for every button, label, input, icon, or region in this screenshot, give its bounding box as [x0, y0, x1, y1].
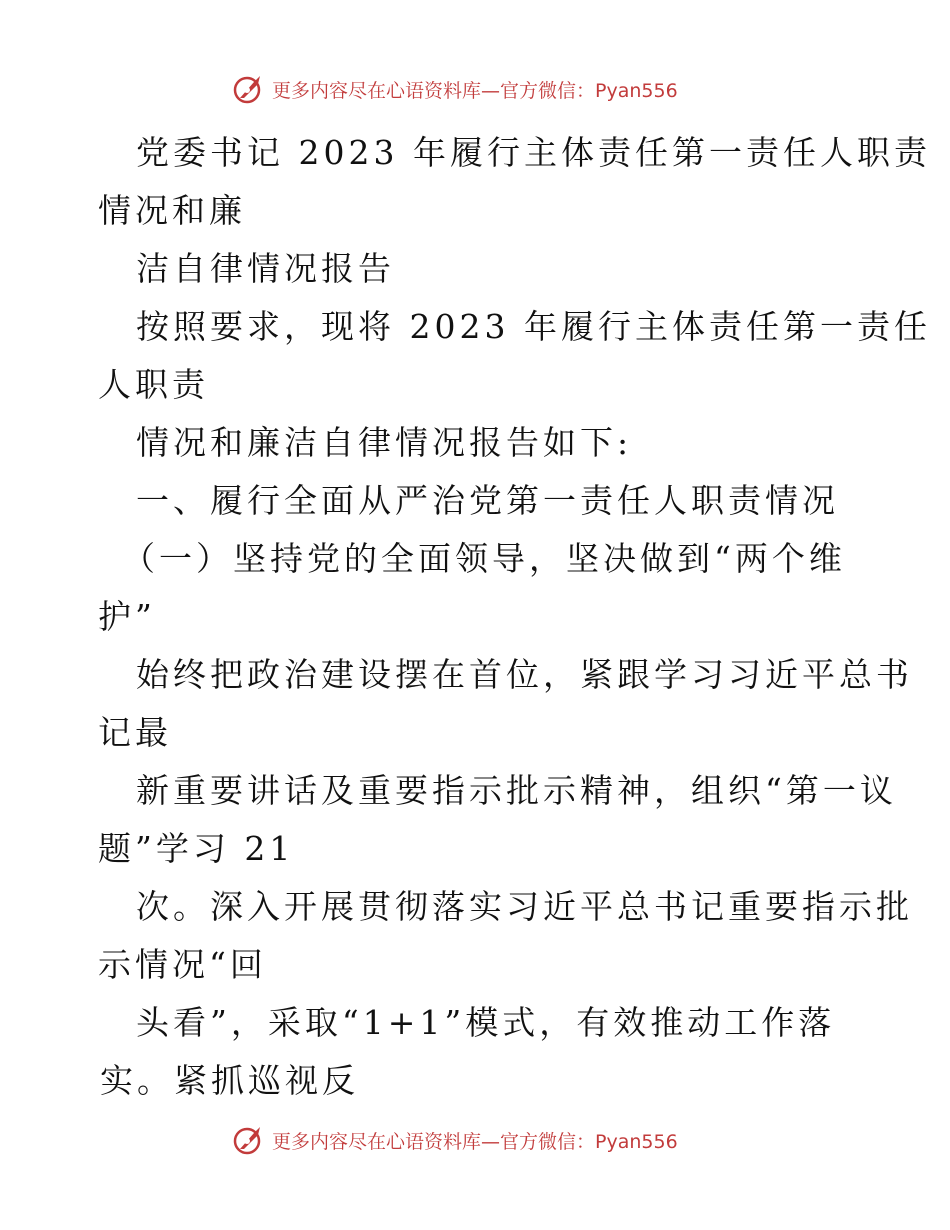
paragraph-line: 始终把政治建设摆在首位，紧跟学习习近平总书: [136, 655, 913, 694]
watermark-banner-bottom: [232, 1121, 752, 1159]
paragraph-line: 新重要讲话及重要指示批示精神，组织“第一议: [136, 771, 897, 810]
paragraph-line: 次。深入开展贯彻落实习近平总书记重要指示批: [136, 887, 913, 926]
subsection-heading-cont: 护”: [98, 597, 156, 636]
watermark-banner-top: [232, 70, 752, 108]
title-line-1: 党委书记 2023 年履行主体责任第一责任人职责: [136, 133, 931, 172]
paragraph-line: 实。紧抓巡视反: [100, 1061, 359, 1100]
subsection-heading: （一）坚持党的全面领导，坚决做到“两个维: [122, 539, 846, 578]
title-line-2: 情况和廉: [98, 191, 246, 230]
watermark-text-bottom: 更多内容尽在心语资料库—官方微信：Pyan556: [272, 1130, 678, 1153]
paragraph-line: 头看”，采取“1+1”模式，有效推动工作落: [136, 1003, 836, 1042]
paragraph-line: 题”学习 21: [98, 829, 295, 868]
paragraph-line: 情况和廉洁自律情况报告如下:: [136, 423, 633, 462]
section-heading: 一、履行全面从严治党第一责任人职责情况: [136, 481, 839, 520]
paragraph-line: 示情况“回: [98, 945, 267, 984]
quill-logo-icon: [232, 1123, 266, 1157]
document-body: [98, 124, 931, 1110]
title-line-3: 洁自律情况报告: [136, 249, 395, 288]
quill-logo-icon: [232, 72, 266, 106]
paragraph-line: 按照要求，现将 2023 年履行主体责任第一责任: [136, 307, 931, 346]
paragraph-line: 人职责: [98, 365, 209, 404]
watermark-text-top: 更多内容尽在心语资料库—官方微信：Pyan556: [272, 79, 678, 102]
paragraph-line: 记最: [98, 713, 172, 752]
